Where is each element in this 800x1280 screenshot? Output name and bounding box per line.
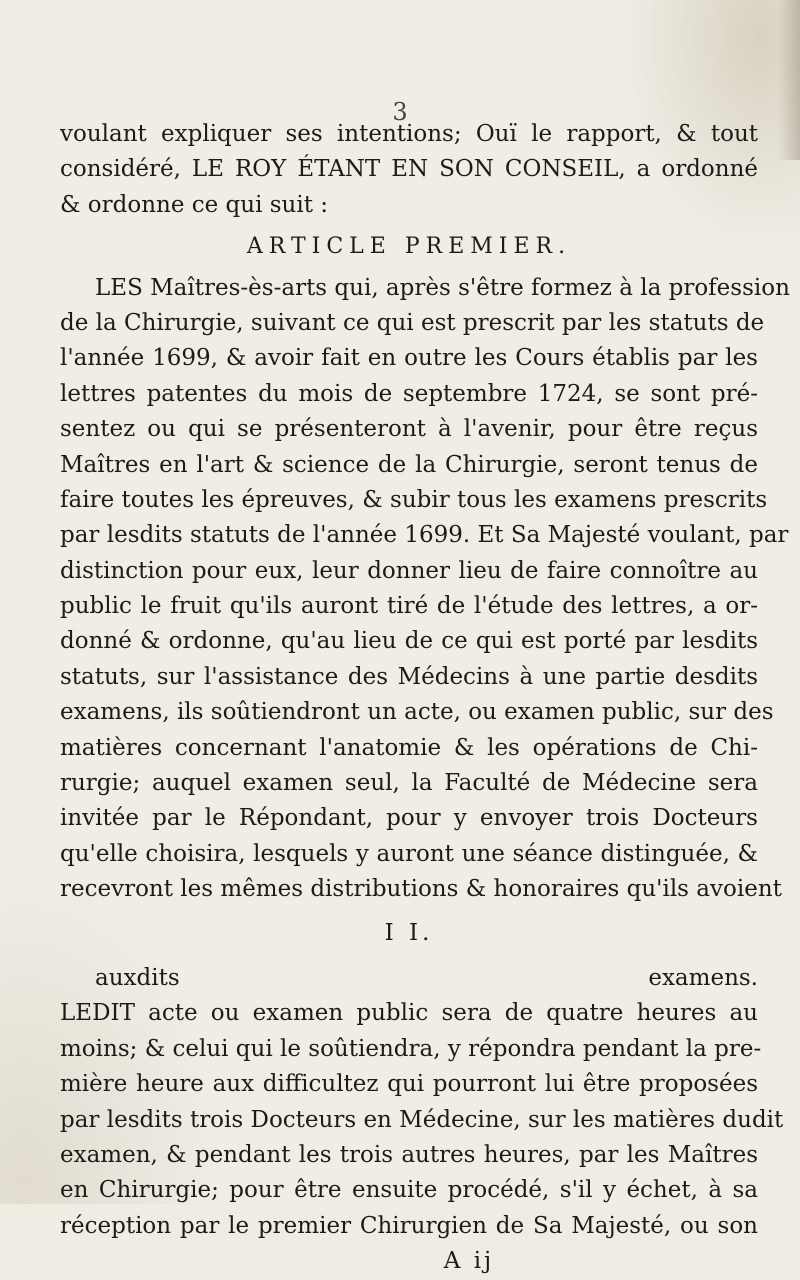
text-line: public le fruit qu'ils auront tiré de l'étude des lettres, a or- — [60, 593, 758, 620]
text-line: moins; & celui qui le soûtiendra, y répondra pendant la pre- — [60, 1035, 762, 1062]
text-line: mière heure aux difficultez qui pourront lui être proposées — [60, 1071, 758, 1098]
text-line: examen, & pendant les trois autres heures, par les Maîtres — [60, 1141, 758, 1168]
text-line: par lesdits statuts de l'année 1699. Et Sa Majesté voulant, par — [60, 522, 789, 549]
text-line: considéré, LE ROY ÉTANT EN SON CONSEIL, a ordonné — [60, 156, 758, 183]
text-line: en Chirurgie; pour être ensuite procédé, s'il y échet, à sa — [60, 1177, 758, 1204]
page-text — [60, 117, 790, 1280]
section-numeral: I I. — [384, 919, 434, 946]
text-line: recevront les mêmes distributions & honoraires qu'ils avoient — [60, 876, 782, 903]
text-line: qu'elle choisira, lesquels y auront une séance distinguée, & — [60, 840, 758, 867]
text-line: Maîtres en l'art & science de la Chirurgie, seront tenus de — [60, 451, 758, 478]
text-line: & ordonne ce qui suit : — [60, 191, 329, 218]
text-line: de la Chirurgie, suivant ce qui est prescrit par les statuts de — [60, 309, 765, 336]
text-line: voulant expliquer ses intentions; Ouï le rapport, & tout — [60, 121, 758, 147]
text-line: statuts, sur l'assistance des Médecins à une partie desdits — [60, 663, 758, 690]
text-line: LES Maîtres-ès-arts qui, après s'être formez à la profession — [95, 274, 790, 301]
text-line: distinction pour eux, leur donner lieu de faire connoître au — [60, 557, 758, 584]
text-line: invitée par le Répondant, pour y envoyer trois Docteurs — [60, 805, 758, 832]
text-line: faire toutes les épreuves, & subir tous les examens prescrits — [60, 486, 768, 513]
text-line: lettres patentes du mois de septembre 1724, se sont pré- — [60, 380, 758, 407]
text-line: examens, ils soûtiendront un acte, ou examen public, sur des — [60, 699, 774, 726]
text-line: l'année 1699, & avoir fait en outre les Cours établis par les — [60, 345, 758, 372]
article-heading: ARTICLE PREMIER. — [246, 234, 572, 260]
text-line: sentez ou qui se présenteront à l'avenir, pour être reçus — [60, 416, 758, 443]
text-line: rurgie; auquel examen seul, la Faculté de Médecine sera — [60, 770, 758, 797]
text-line: auxdits examens. — [95, 964, 758, 991]
page-edge-shadow — [778, 0, 800, 160]
signature-mark: A ij — [443, 1248, 495, 1275]
text-line: donné & ordonne, qu'au lieu de ce qui est porté par lesdits — [60, 628, 758, 655]
text-line: réception par le premier Chirurgien de Sa Majesté, ou son — [60, 1212, 758, 1239]
page-marker: 3 — [392, 98, 408, 126]
text-line: matières concernant l'anatomie & les opérations de Chi- — [60, 734, 758, 761]
text-line: par lesdits trois Docteurs en Médecine, sur les matières dudit — [60, 1106, 784, 1133]
text-line: LEDIT acte ou examen public sera de quatre heures au — [60, 1000, 758, 1027]
